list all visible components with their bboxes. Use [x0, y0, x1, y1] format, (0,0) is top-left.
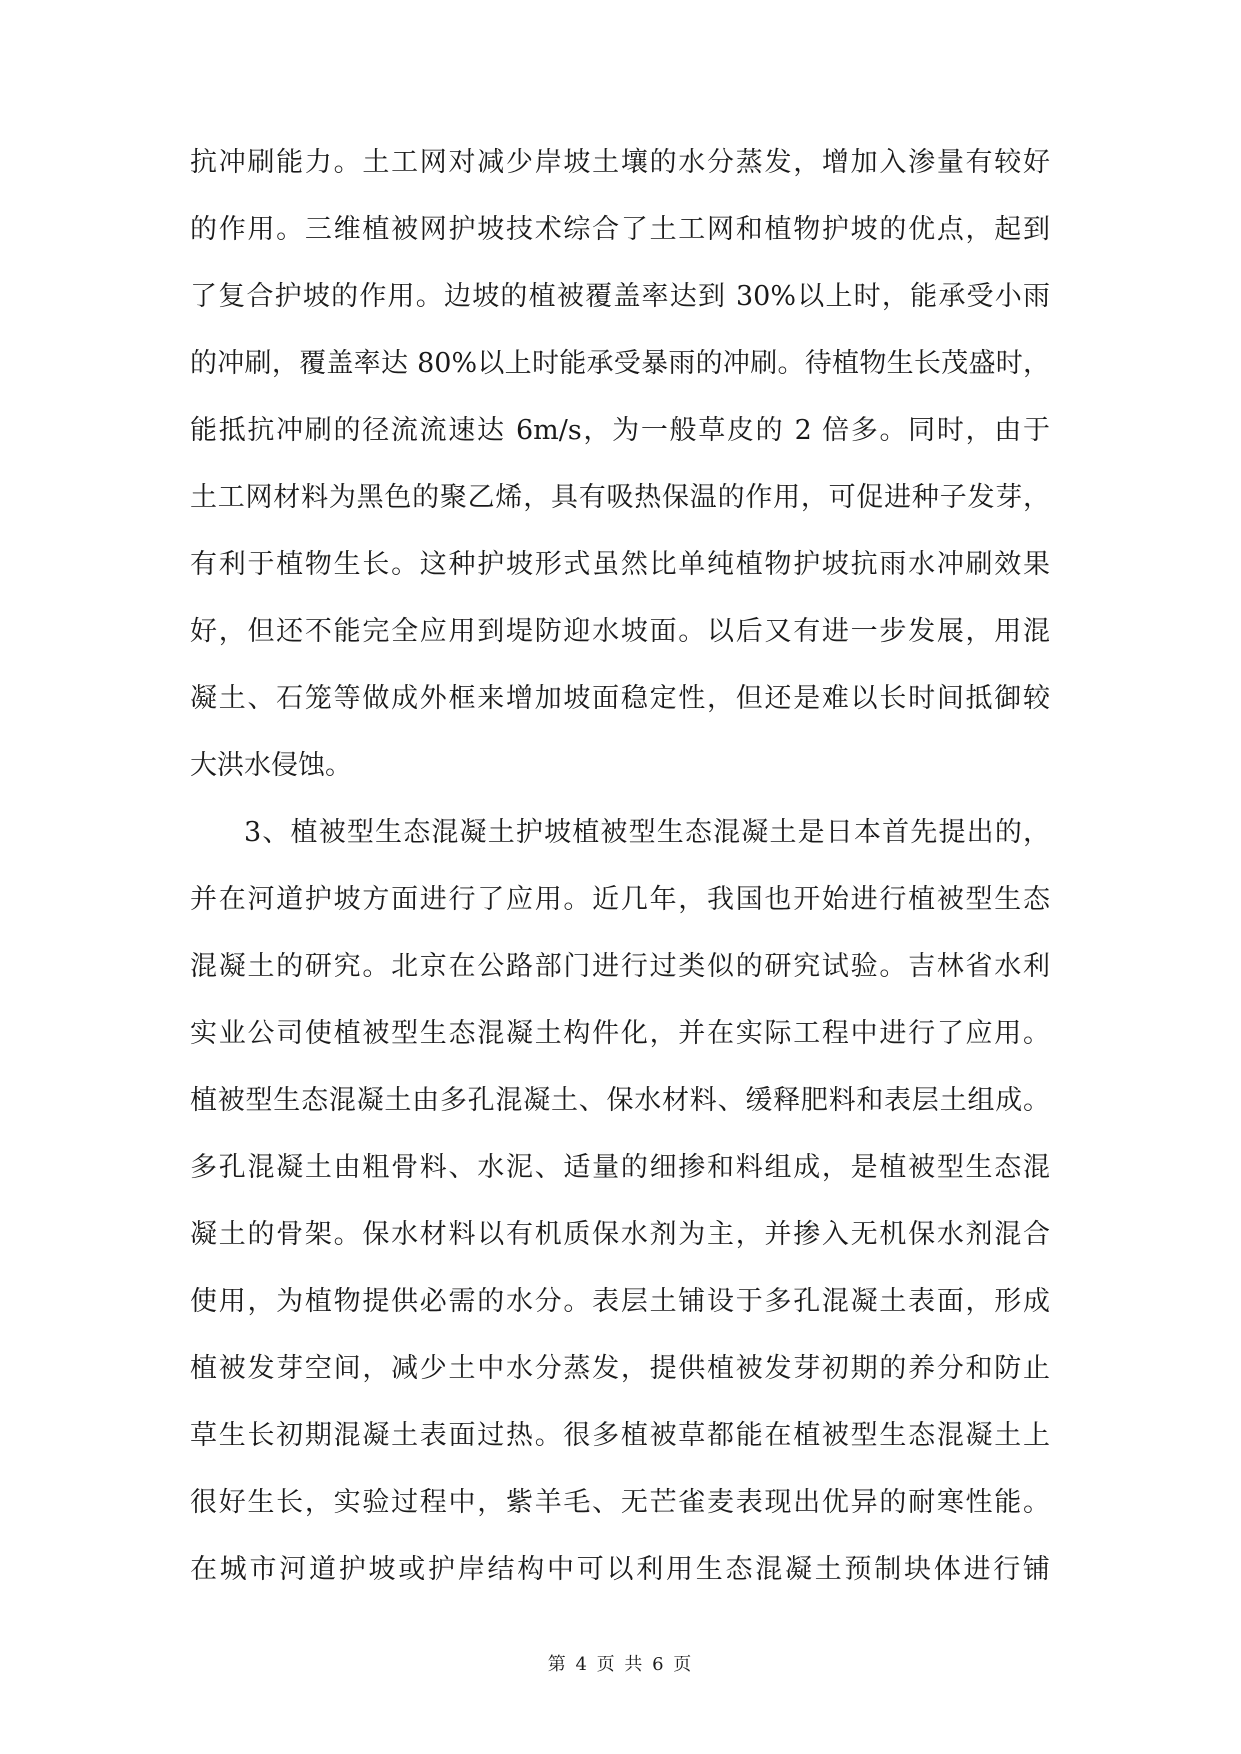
paragraph-1-line-5: 能抵抗冲刷的径流流速达 6m/s，为一般草皮的 2 倍多。同时，由于 [190, 415, 1050, 446]
paragraph-1-line-9: 凝土、石笼等做成外框来增加坡面稳定性，但还是难以长时间抵御较 [190, 683, 1050, 714]
paragraph-2-line-10: 草生长初期混凝土表面过热。很多植被草都能在植被型生态混凝土上 [190, 1420, 1050, 1451]
paragraph-1-line-4: 的冲刷，覆盖率达 80%以上时能承受暴雨的冲刷。待植物生长茂盛时， [190, 348, 1050, 379]
paragraph-2-line-8: 使用，为植物提供必需的水分。表层土铺设于多孔混凝土表面，形成 [190, 1286, 1050, 1317]
paragraph-2-line-5: 植被型生态混凝土由多孔混凝土、保水材料、缓释肥料和表层土组成。 [190, 1085, 1050, 1116]
paragraph-2-line-1: 3、植被型生态混凝土护坡植被型生态混凝土是日本首先提出的， [244, 817, 1050, 848]
paragraph-2-line-12: 在城市河道护坡或护岸结构中可以利用生态混凝土预制块体进行铺 [190, 1554, 1050, 1585]
paragraph-2-line-6: 多孔混凝土由粗骨料、水泥、适量的细掺和料组成，是植被型生态混 [190, 1152, 1050, 1183]
paragraph-1-line-6: 土工网材料为黑色的聚乙烯，具有吸热保温的作用，可促进种子发芽， [190, 482, 1050, 513]
paragraph-1-line-7: 有利于植物生长。这种护坡形式虽然比单纯植物护坡抗雨水冲刷效果 [190, 549, 1050, 580]
paragraph-1-line-1: 抗冲刷能力。土工网对减少岸坡土壤的水分蒸发，增加入渗量有较好 [190, 147, 1050, 178]
paragraph-1-line-8: 好，但还不能完全应用到堤防迎水坡面。以后又有进一步发展，用混 [190, 616, 1050, 647]
paragraph-2-line-9: 植被发芽空间，减少土中水分蒸发，提供植被发芽初期的养分和防止 [190, 1353, 1050, 1384]
paragraph-1-line-10: 大洪水侵蚀。 [190, 750, 352, 781]
paragraph-2-line-3: 混凝土的研究。北京在公路部门进行过类似的研究试验。吉林省水利 [190, 951, 1050, 982]
paragraph-2-line-7: 凝土的骨架。保水材料以有机质保水剂为主，并掺入无机保水剂混合 [190, 1219, 1050, 1250]
page-number-footer: 第 4 页 共 6 页 [547, 1654, 694, 1675]
paragraph-2-line-11: 很好生长，实验过程中，紫羊毛、无芒雀麦表现出优异的耐寒性能。 [190, 1487, 1050, 1518]
paragraph-1-line-2: 的作用。三维植被网护坡技术综合了土工网和植物护坡的优点，起到 [190, 214, 1050, 245]
paragraph-2-line-4: 实业公司使植被型生态混凝土构件化，并在实际工程中进行了应用。 [190, 1018, 1050, 1049]
paragraph-1-line-3: 了复合护坡的作用。边坡的植被覆盖率达到 30%以上时，能承受小雨 [190, 281, 1050, 312]
paragraph-2-line-2: 并在河道护坡方面进行了应用。近几年，我国也开始进行植被型生态 [190, 884, 1050, 915]
